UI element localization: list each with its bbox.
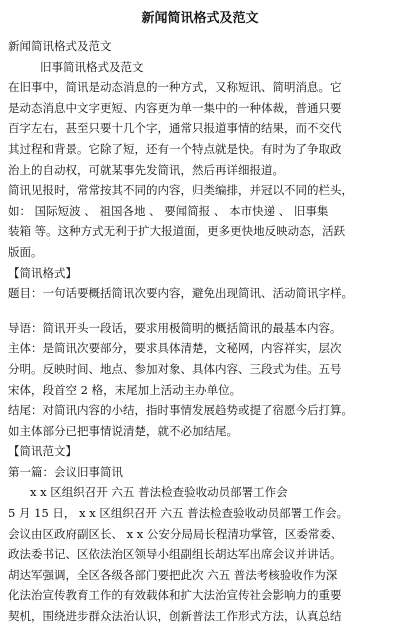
text-line: 第一篇：会议旧事简讯 xyxy=(8,464,123,479)
text-line: 分明。反映时间、地点、参加对象、具体内容、三段式为佳。五号 xyxy=(8,361,342,376)
text-line: 其过程和背景。它除了短，还有一个特点就是快。有时为了争取政 xyxy=(8,141,342,156)
text-line: 会议由区政府副区长、 x x 公安分局局长程清功掌管，区委常委、 xyxy=(8,526,343,541)
article-headline: x x 区组织召开 六五 普法检查验收动员部署工作会 xyxy=(30,485,288,500)
text-line: 主体：是简讯次要部分，要求具体清楚，文秘网，内容祥实，层次 xyxy=(8,341,342,356)
text-line: 宋体，段首空 2 格，末尾加上活动主办单位。 xyxy=(8,382,242,397)
text-line: 在旧事中，简讯是动态消息的一种方式，又称短讯、简明消息。它 xyxy=(8,80,342,95)
text-line: 5 月 15 日， x x 区组织召开 六五 普法检查验收动员部署工作会。 xyxy=(8,506,349,521)
text-line: 胡达军强调，全区各级各部门要把此次 六五 普法考核验收作为深 xyxy=(8,567,338,582)
text-line: 契机，围绕进步群众法治认识，创新普法工作形式方法，认真总结 xyxy=(8,609,342,624)
text-line: 化法治宣传教育工作的有效载体和扩大法治宣传社会影响力的重要 xyxy=(8,588,342,603)
text-line: 结尾：对简讯内容的小结，指时事情发展趋势或提了宿愿今后打算。 xyxy=(8,403,353,418)
text-line: 题目：一句话要概括简讯次要内容，避免出现简讯、活动简讯字样。 xyxy=(8,286,353,301)
text-line: 政法委书记、区依法治区领导小组副组长胡达军出席会议并讲话。 xyxy=(8,547,342,562)
text-line: 如主体部分已把事情说清楚，就不必加结尾。 xyxy=(8,423,238,438)
text-line: 导语：简讯开头一段话，要求用极简明的概括简讯的最基本内容。 xyxy=(8,320,342,335)
text-line: 旧事简讯格式及范文 xyxy=(40,59,144,74)
text-line: 治上的自动权，可就某事先发简讯，然后再详细报道。 xyxy=(8,162,284,177)
section-heading: 【简讯范文】 xyxy=(8,444,77,459)
text-line: 是动态消息中文字更短、内容更为单一集中的一种体裁，普通只要 xyxy=(8,100,342,115)
section-heading: 【简讯格式】 xyxy=(8,265,77,280)
text-line: 版面。 xyxy=(8,244,43,259)
text-line: 新闻简讯格式及范文 xyxy=(8,39,112,53)
text-line: 简讯见报时，常常按其不同的内容，归类编排，并冠以不同的栏头， xyxy=(8,183,353,198)
text-line: 如： 国际短波 、 祖国各地 、 要闻简报 、 本市快递 、 旧事集 xyxy=(8,203,329,218)
text-line: 百字左右，甚至只要十几个字，通常只报道事情的结果，而不交代 xyxy=(8,121,342,136)
document-title: 新闻简讯格式及范文 xyxy=(141,11,259,26)
text-line: 装箱 等。这种方式无利于扩大报道面，更多更快地反映动态，活跃 xyxy=(8,224,346,239)
